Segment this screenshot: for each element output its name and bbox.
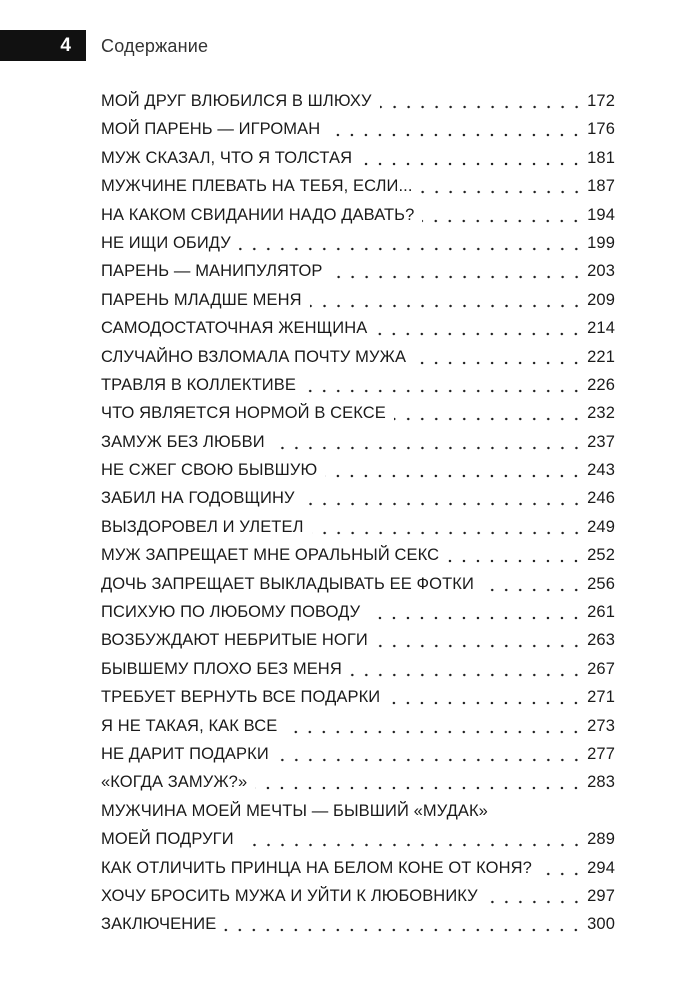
toc-entry-title: ВОЗБУЖДАЮТ НЕБРИТЫЕ НОГИ <box>101 631 368 650</box>
dot-leader <box>310 286 584 314</box>
toc-entry[interactable] <box>101 144 615 172</box>
toc-entry-page: 232 <box>587 404 615 423</box>
dot-leader <box>421 172 584 200</box>
toc-entry-page: 249 <box>587 517 615 536</box>
toc-entry[interactable] <box>101 286 615 314</box>
toc-entry[interactable] <box>101 655 615 683</box>
toc-entry-page: 289 <box>587 830 615 849</box>
toc-entry-page: 237 <box>587 432 615 451</box>
dot-leader <box>255 768 583 796</box>
toc-entry-page: 294 <box>587 858 615 877</box>
dot-leader <box>239 229 583 257</box>
toc-entry-title: БЫВШЕМУ ПЛОХО БЕЗ МЕНЯ <box>101 659 342 678</box>
dot-leader <box>331 257 584 285</box>
toc-entry-page: 261 <box>587 603 615 622</box>
toc-entry[interactable] <box>101 201 615 229</box>
toc-entry-page: 176 <box>587 120 615 139</box>
toc-entry-page: 252 <box>587 546 615 565</box>
toc-entry-title: НЕ СЖЕГ СВОЮ БЫВШУЮ <box>101 461 318 480</box>
toc-entry-title: ЗАКЛЮЧЕНИЕ <box>101 915 217 934</box>
toc-entry-page: 199 <box>587 233 615 252</box>
dot-leader <box>414 343 583 371</box>
toc-entry[interactable] <box>101 541 615 569</box>
toc-entry[interactable] <box>101 456 615 484</box>
dot-leader <box>540 854 583 882</box>
toc-entry-title: ПАРЕНЬ — МАНИПУЛЯТОР <box>101 262 323 281</box>
dot-leader <box>447 541 583 569</box>
toc-entry[interactable] <box>101 768 615 796</box>
toc-entry-title: ПСИХУЮ ПО ЛЮБОМУ ПОВОДУ <box>101 603 361 622</box>
table-of-contents <box>101 87 615 939</box>
toc-entry[interactable] <box>101 314 615 342</box>
toc-entry[interactable] <box>101 854 615 882</box>
toc-entry-page: 221 <box>587 347 615 366</box>
toc-entry[interactable] <box>101 428 615 456</box>
toc-entry-page: 194 <box>587 205 615 224</box>
toc-entry[interactable] <box>101 371 615 399</box>
dot-leader <box>376 626 583 654</box>
dot-leader <box>303 484 584 512</box>
toc-entry[interactable] <box>101 229 615 257</box>
toc-entry-title-line2: МОЕЙ ПОДРУГИ <box>101 830 234 849</box>
dot-leader <box>388 683 583 711</box>
toc-entry[interactable] <box>101 626 615 654</box>
toc-entry-page: 263 <box>587 631 615 650</box>
toc-entry-page: 271 <box>587 688 615 707</box>
toc-entry[interactable] <box>101 910 615 938</box>
toc-entry[interactable] <box>101 712 615 740</box>
toc-entry-page: 283 <box>587 773 615 792</box>
toc-entry[interactable] <box>101 87 615 115</box>
dot-leader <box>325 456 583 484</box>
toc-entry-title-line1: МУЖЧИНА МОЕЙ МЕЧТЫ — БЫВШИЙ «МУДАК» <box>101 801 488 820</box>
toc-entry[interactable] <box>101 882 615 910</box>
toc-entry[interactable] <box>101 115 615 143</box>
dot-leader <box>380 87 584 115</box>
toc-entry[interactable] <box>101 484 615 512</box>
dot-leader <box>285 712 583 740</box>
toc-entry-title: МУЖ СКАЗАЛ, ЧТО Я ТОЛСТАЯ <box>101 148 353 167</box>
toc-entry[interactable] <box>101 740 615 768</box>
toc-entry-page: 246 <box>587 489 615 508</box>
toc-entry-page: 187 <box>587 177 615 196</box>
dot-leader <box>304 371 583 399</box>
toc-entry-title: НА КАКОМ СВИДАНИИ НАДО ДАВАТЬ? <box>101 205 415 224</box>
toc-entry[interactable] <box>101 172 615 200</box>
dot-leader <box>224 910 583 938</box>
page-number: 4 <box>0 30 86 61</box>
toc-entry-page: 300 <box>587 915 615 934</box>
dot-leader <box>486 882 583 910</box>
toc-entry-title: МУЖЧИНЕ ПЛЕВАТЬ НА ТЕБЯ, ЕСЛИ... <box>101 177 413 196</box>
toc-entry[interactable] <box>101 343 615 371</box>
toc-entry-page: 273 <box>587 716 615 735</box>
toc-entry-title: «КОГДА ЗАМУЖ?» <box>101 773 248 792</box>
toc-entry[interactable] <box>101 570 615 598</box>
toc-entry-title: МОЙ ПАРЕНЬ — ИГРОМАН <box>101 120 321 139</box>
toc-entry-title: ЗАМУЖ БЕЗ ЛЮБВИ <box>101 432 265 451</box>
toc-entry-title: ВЫЗДОРОВЕЛ И УЛЕТЕЛ <box>101 517 304 536</box>
toc-entry-page: 277 <box>587 744 615 763</box>
toc-entry-title: ПАРЕНЬ МЛАДШЕ МЕНЯ <box>101 290 302 309</box>
toc-entry-title: МОЙ ДРУГ ВЛЮБИЛСЯ В ШЛЮХУ <box>101 91 372 110</box>
toc-entry-page: 243 <box>587 461 615 480</box>
dot-leader <box>242 825 584 853</box>
toc-entry-title: НЕ ИЩИ ОБИДУ <box>101 233 231 252</box>
toc-entry-page: 172 <box>587 91 615 110</box>
dot-leader <box>312 513 584 541</box>
toc-entry[interactable] <box>101 598 615 626</box>
toc-entry-title: НЕ ДАРИТ ПОДАРКИ <box>101 744 269 763</box>
dot-leader <box>394 399 583 427</box>
dot-leader <box>368 598 583 626</box>
toc-entry-page: 181 <box>587 148 615 167</box>
toc-entry[interactable] <box>101 683 615 711</box>
toc-entry-title: ТРЕБУЕТ ВЕРНУТЬ ВСЕ ПОДАРКИ <box>101 688 381 707</box>
toc-entry-page: 209 <box>587 290 615 309</box>
toc-entry-title: ХОЧУ БРОСИТЬ МУЖА И УЙТИ К ЛЮБОВНИКУ <box>101 886 478 905</box>
dot-leader <box>350 655 583 683</box>
toc-entry[interactable] <box>101 513 615 541</box>
toc-entry[interactable] <box>101 797 615 854</box>
toc-entry[interactable] <box>101 399 615 427</box>
toc-entry-title: ТРАВЛЯ В КОЛЛЕКТИВЕ <box>101 375 296 394</box>
dot-leader <box>422 201 583 229</box>
toc-entry-title: Я НЕ ТАКАЯ, КАК ВСЕ <box>101 716 278 735</box>
toc-entry-page: 267 <box>587 659 615 678</box>
toc-entry-title: СЛУЧАЙНО ВЗЛОМАЛА ПОЧТУ МУЖА <box>101 347 407 366</box>
dot-leader <box>482 570 583 598</box>
toc-entry[interactable] <box>101 257 615 285</box>
dot-leader <box>277 740 583 768</box>
toc-entry-title: МУЖ ЗАПРЕЩАЕТ МНЕ ОРАЛЬНЫЙ СЕКС <box>101 546 440 565</box>
dot-leader <box>375 314 583 342</box>
dot-leader <box>328 115 583 143</box>
toc-entry-page: 203 <box>587 262 615 281</box>
toc-entry-title: ЗАБИЛ НА ГОДОВЩИНУ <box>101 489 295 508</box>
dot-leader <box>360 144 583 172</box>
toc-entry-page: 214 <box>587 319 615 338</box>
toc-entry-page: 256 <box>587 574 615 593</box>
toc-entry-title: ЧТО ЯВЛЯЕТСЯ НОРМОЙ В СЕКСЕ <box>101 404 386 423</box>
toc-entry-title: ДОЧЬ ЗАПРЕЩАЕТ ВЫКЛАДЫВАТЬ ЕЕ ФОТКИ <box>101 574 474 593</box>
toc-entry-page: 226 <box>587 375 615 394</box>
running-title: Содержание <box>101 36 209 56</box>
toc-entry-title: САМОДОСТАТОЧНАЯ ЖЕНЩИНА <box>101 319 368 338</box>
dot-leader <box>273 428 583 456</box>
toc-entry-title: КАК ОТЛИЧИТЬ ПРИНЦА НА БЕЛОМ КОНЕ ОТ КОНЯ? <box>101 858 532 877</box>
toc-entry-page: 297 <box>587 886 615 905</box>
